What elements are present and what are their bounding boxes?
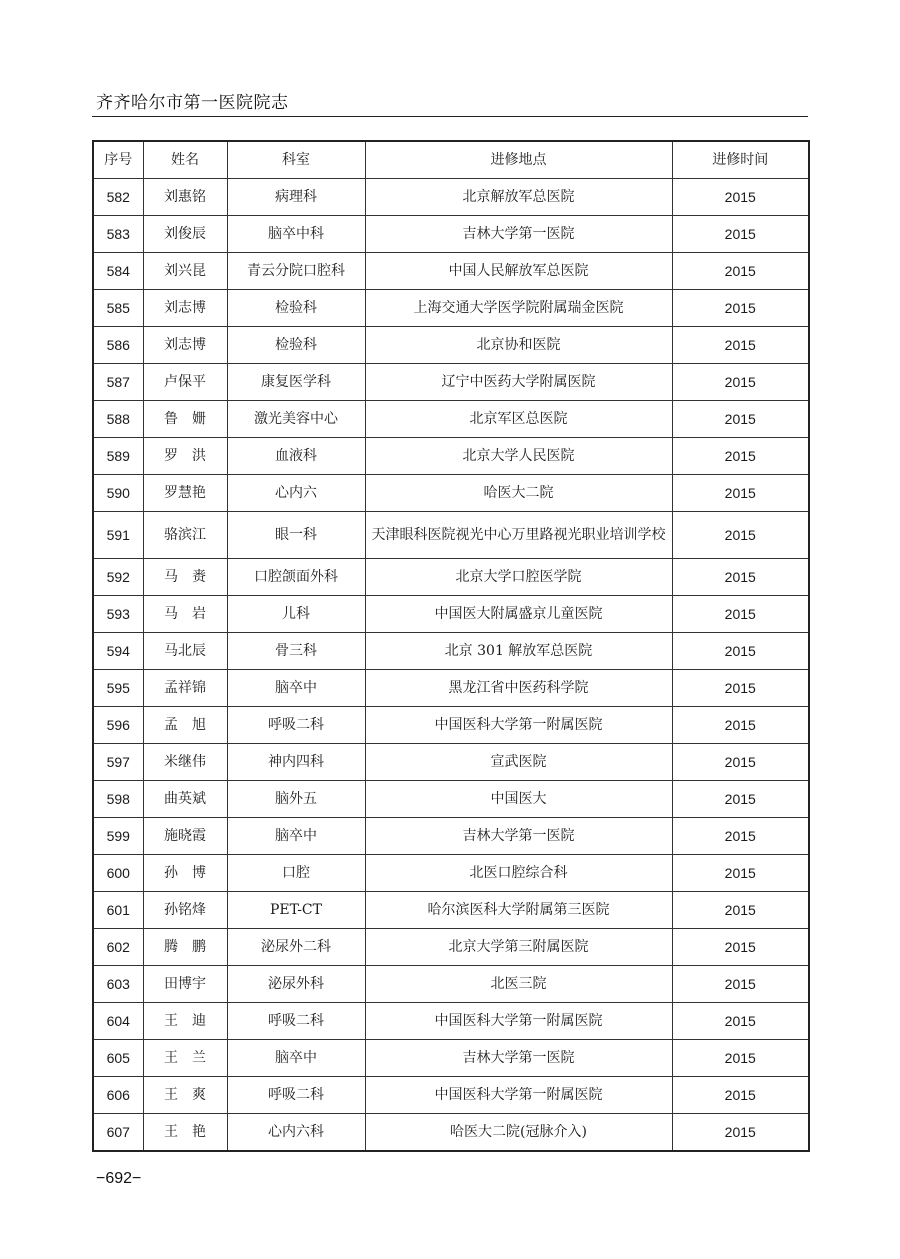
cell-number: 600: [93, 855, 143, 892]
cell-training-year: 2015: [672, 1114, 809, 1152]
cell-training-year: 2015: [672, 855, 809, 892]
cell-training-place: 天津眼科医院视光中心万里路视光职业培训学校: [365, 512, 672, 559]
cell-department: 呼吸二科: [227, 1077, 365, 1114]
cell-name: 卢保平: [143, 364, 227, 401]
cell-name: 刘兴昆: [143, 253, 227, 290]
cell-name: 刘俊辰: [143, 216, 227, 253]
table-row: [93, 1077, 809, 1114]
cell-training-year: 2015: [672, 364, 809, 401]
cell-name: 骆滨江: [143, 512, 227, 559]
cell-name: 王 迪: [143, 1003, 227, 1040]
cell-number: 585: [93, 290, 143, 327]
cell-training-year: 2015: [672, 781, 809, 818]
cell-department: 脑外五: [227, 781, 365, 818]
cell-training-year: 2015: [672, 707, 809, 744]
table-row: [93, 253, 809, 290]
cell-department: 病理科: [227, 179, 365, 216]
cell-department: 呼吸二科: [227, 1003, 365, 1040]
cell-training-year: 2015: [672, 818, 809, 855]
cell-name: 刘惠铭: [143, 179, 227, 216]
cell-training-place: 吉林大学第一医院: [365, 818, 672, 855]
running-header-title: 齐齐哈尔市第一医院院志: [96, 93, 289, 113]
cell-training-place: 中国人民解放军总医院: [365, 253, 672, 290]
cell-training-year: 2015: [672, 596, 809, 633]
cell-training-place: 中国医科大学第一附属医院: [365, 707, 672, 744]
cell-department: 脑卒中: [227, 1040, 365, 1077]
table-row: [93, 216, 809, 253]
cell-number: 592: [93, 559, 143, 596]
cell-department: 激光美容中心: [227, 401, 365, 438]
cell-training-place: 哈尔滨医科大学附属第三医院: [365, 892, 672, 929]
table-row: [93, 707, 809, 744]
table-row: [93, 744, 809, 781]
table-row: [93, 855, 809, 892]
cell-number: 593: [93, 596, 143, 633]
cell-department: 呼吸二科: [227, 707, 365, 744]
column-header-number: 序号: [93, 141, 143, 179]
cell-number: 607: [93, 1114, 143, 1152]
cell-training-place: 北京大学第三附属医院: [365, 929, 672, 966]
table-row: [93, 929, 809, 966]
cell-department: 血液科: [227, 438, 365, 475]
cell-training-year: 2015: [672, 216, 809, 253]
cell-number: 584: [93, 253, 143, 290]
cell-training-place: 北京大学人民医院: [365, 438, 672, 475]
cell-training-place: 北京军区总医院: [365, 401, 672, 438]
cell-training-place: 黑龙江省中医药科学院: [365, 670, 672, 707]
cell-number: 583: [93, 216, 143, 253]
header-divider: [92, 116, 808, 117]
table-row: [93, 670, 809, 707]
cell-number: 602: [93, 929, 143, 966]
cell-department: 口腔: [227, 855, 365, 892]
cell-training-place: 北京大学口腔医学院: [365, 559, 672, 596]
cell-name: 王 兰: [143, 1040, 227, 1077]
cell-name: 王 爽: [143, 1077, 227, 1114]
cell-training-place: 北京解放军总医院: [365, 179, 672, 216]
cell-training-year: 2015: [672, 559, 809, 596]
table-row: [93, 781, 809, 818]
cell-training-year: 2015: [672, 1003, 809, 1040]
cell-training-year: 2015: [672, 633, 809, 670]
cell-number: 595: [93, 670, 143, 707]
table-row: [93, 966, 809, 1003]
cell-training-year: 2015: [672, 1077, 809, 1114]
cell-name: 孙铭烽: [143, 892, 227, 929]
cell-training-place: 哈医大二院(冠脉介入): [365, 1114, 672, 1152]
cell-department: 康复医学科: [227, 364, 365, 401]
cell-number: 591: [93, 512, 143, 559]
cell-number: 603: [93, 966, 143, 1003]
cell-name: 马北辰: [143, 633, 227, 670]
cell-training-year: 2015: [672, 1040, 809, 1077]
cell-training-year: 2015: [672, 892, 809, 929]
cell-name: 米继伟: [143, 744, 227, 781]
cell-number: 590: [93, 475, 143, 512]
cell-number: 586: [93, 327, 143, 364]
cell-department: PET-CT: [227, 892, 365, 929]
cell-training-year: 2015: [672, 966, 809, 1003]
cell-department: 眼一科: [227, 512, 365, 559]
table-row: [93, 364, 809, 401]
cell-training-place: 中国医大: [365, 781, 672, 818]
cell-training-year: 2015: [672, 475, 809, 512]
training-records-table: [92, 140, 810, 1152]
cell-training-place: 哈医大二院: [365, 475, 672, 512]
table-header-row: [93, 141, 809, 179]
cell-department: 泌尿外科: [227, 966, 365, 1003]
cell-name: 罗 洪: [143, 438, 227, 475]
table-row: [93, 1040, 809, 1077]
cell-training-year: 2015: [672, 512, 809, 559]
column-header-training-year: 进修时间: [672, 141, 809, 179]
cell-department: 心内六: [227, 475, 365, 512]
cell-training-year: 2015: [672, 290, 809, 327]
column-header-department: 科室: [227, 141, 365, 179]
cell-training-place: 吉林大学第一医院: [365, 216, 672, 253]
cell-number: 598: [93, 781, 143, 818]
cell-number: 601: [93, 892, 143, 929]
cell-department: 青云分院口腔科: [227, 253, 365, 290]
table-row: [93, 1003, 809, 1040]
cell-name: 田博宇: [143, 966, 227, 1003]
table-row: [93, 290, 809, 327]
cell-name: 曲英斌: [143, 781, 227, 818]
cell-department: 神内四科: [227, 744, 365, 781]
table-row: [93, 559, 809, 596]
cell-training-place: 中国医大附属盛京儿童医院: [365, 596, 672, 633]
cell-number: 597: [93, 744, 143, 781]
cell-department: 泌尿外二科: [227, 929, 365, 966]
cell-number: 582: [93, 179, 143, 216]
table-row: [93, 892, 809, 929]
cell-training-year: 2015: [672, 438, 809, 475]
cell-department: 骨三科: [227, 633, 365, 670]
cell-department: 儿科: [227, 596, 365, 633]
cell-number: 588: [93, 401, 143, 438]
cell-training-year: 2015: [672, 744, 809, 781]
table-row: [93, 475, 809, 512]
cell-number: 594: [93, 633, 143, 670]
cell-number: 605: [93, 1040, 143, 1077]
cell-name: 马 赉: [143, 559, 227, 596]
cell-training-place: 北京 301 解放军总医院: [365, 633, 672, 670]
cell-number: 587: [93, 364, 143, 401]
cell-training-place: 中国医科大学第一附属医院: [365, 1003, 672, 1040]
cell-name: 施晓霞: [143, 818, 227, 855]
cell-training-place: 北京协和医院: [365, 327, 672, 364]
cell-training-year: 2015: [672, 179, 809, 216]
cell-name: 孟祥锦: [143, 670, 227, 707]
cell-number: 599: [93, 818, 143, 855]
cell-name: 罗慧艳: [143, 475, 227, 512]
cell-training-year: 2015: [672, 670, 809, 707]
table-row: [93, 818, 809, 855]
cell-number: 606: [93, 1077, 143, 1114]
cell-department: 脑卒中科: [227, 216, 365, 253]
cell-number: 596: [93, 707, 143, 744]
table-header: [93, 141, 809, 179]
cell-department: 检验科: [227, 290, 365, 327]
cell-department: 口腔颌面外科: [227, 559, 365, 596]
cell-training-year: 2015: [672, 929, 809, 966]
cell-name: 孙 博: [143, 855, 227, 892]
cell-training-place: 北医口腔综合科: [365, 855, 672, 892]
cell-training-year: 2015: [672, 253, 809, 290]
table-row: [93, 633, 809, 670]
table-row: [93, 438, 809, 475]
cell-training-place: 上海交通大学医学院附属瑞金医院: [365, 290, 672, 327]
cell-number: 589: [93, 438, 143, 475]
cell-name: 马 岩: [143, 596, 227, 633]
cell-training-place: 吉林大学第一医院: [365, 1040, 672, 1077]
cell-name: 刘志博: [143, 327, 227, 364]
cell-training-year: 2015: [672, 401, 809, 438]
cell-name: 腾 鹏: [143, 929, 227, 966]
cell-department: 检验科: [227, 327, 365, 364]
cell-department: 脑卒中: [227, 818, 365, 855]
cell-training-place: 宣武医院: [365, 744, 672, 781]
table-body: [93, 179, 809, 1152]
column-header-training-place: 进修地点: [365, 141, 672, 179]
cell-training-place: 北医三院: [365, 966, 672, 1003]
table-row: [93, 179, 809, 216]
table-row: [93, 327, 809, 364]
cell-department: 心内六科: [227, 1114, 365, 1152]
cell-training-year: 2015: [672, 327, 809, 364]
table-row: [93, 1114, 809, 1152]
table-row: [93, 596, 809, 633]
cell-name: 鲁 姗: [143, 401, 227, 438]
cell-name: 孟 旭: [143, 707, 227, 744]
cell-training-place: 中国医科大学第一附属医院: [365, 1077, 672, 1114]
column-header-name: 姓名: [143, 141, 227, 179]
cell-training-place: 辽宁中医药大学附属医院: [365, 364, 672, 401]
table-row: [93, 401, 809, 438]
cell-number: 604: [93, 1003, 143, 1040]
page-number: −692−: [96, 1170, 142, 1187]
table-row: [93, 512, 809, 559]
cell-name: 王 艳: [143, 1114, 227, 1152]
cell-name: 刘志博: [143, 290, 227, 327]
cell-department: 脑卒中: [227, 670, 365, 707]
